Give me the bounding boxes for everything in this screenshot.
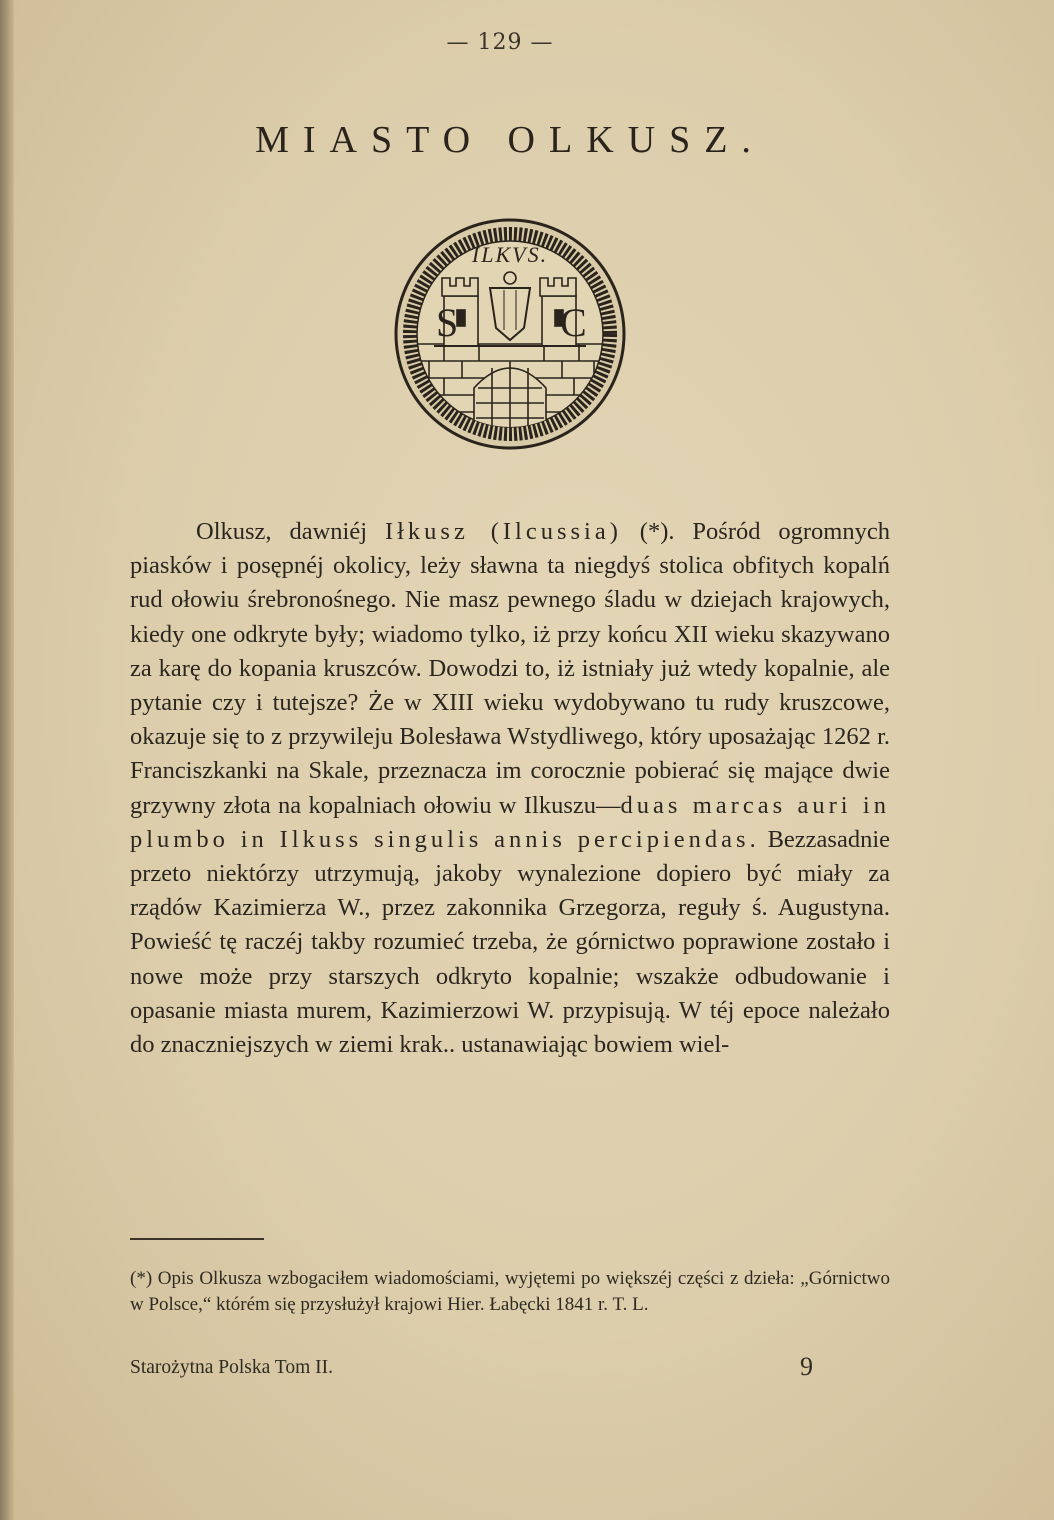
page-gutter: [0, 0, 14, 1520]
page-number: — 129 —: [446, 30, 554, 55]
paragraph-text-e: Bezzasadnie przeto niektórzy utrzymują, jakoby wynalezione dopiero być miały za rządów Kazimierza W., przez zakonnika Grzegorza, reguły ś. Augustyna. Powieść tę raczéj takby rozumieć trzeba, że górnictwo poprawione zostało i nowe może przy starszych odkryto kopalnie; wszakże odbudowanie i opasanie miasta murem, Kazimierzowi W. przypisują. W téj epoce należało do znaczniejszych w ziemi krak.. ustanawiając bowiem wiel-: [130, 825, 891, 1059]
seal-letter-left: S: [436, 300, 459, 345]
footnote: (*) Opis Olkusza wzbogaciłem wiadomościami, wyjętemi po większéj części z dzieła: „Górnictwo w Polsce,“ którém się przysłużył krajowi Hier. Łabęcki 1841 r. T. L.: [130, 1268, 890, 1315]
signature-line: Starożytna Polska Tom II.: [130, 1357, 333, 1378]
seal-letter-right: C: [560, 300, 587, 345]
town-seal-emblem: [394, 218, 626, 450]
seal-inscription: ILKVS.: [471, 242, 549, 267]
paragraph-text-a: Olkusz, dawniéj: [196, 518, 385, 545]
chapter-title: MIASTO OLKUSZ.: [255, 119, 765, 161]
sheet-number: 9: [800, 1352, 813, 1381]
paragraph-text-spaced-name: Iłkusz (Ilcussia): [384, 518, 622, 545]
paragraph-latin-quote: duas marcas auri in plumbo in Ilkuss singulis annis percipiendas.: [130, 791, 890, 853]
footnote-divider: [130, 1238, 264, 1240]
main-paragraph: [130, 515, 890, 1062]
paragraph-text-c: (*). Pośród ogromnych piasków i posępnéj okolicy, leży sławna ta niegdyś stolica obfitych kopalń rud ołowiu śrebronośnego. Nie masz pewnego śladu w dziejach krajowych, kiedy one odkryte były; wiadomo tylko, iż przy końcu XII wieku skazywano za karę do kopania kruszców. Dowodzi to, iż istniały już wtedy kopalnie, ale pytanie czy i tutejsze? Że w XIII wieku wydobywano tu rudy kruszcowe, okazuje się to z przywileju Bolesława Wstydliwego, który uposażając 1262 r. Franciszkanki na Skale, przeznacza im corocznie pobierać się mające dwie grzywny złota na kopalniach ołowiu w Ilkuszu—: [130, 518, 890, 819]
